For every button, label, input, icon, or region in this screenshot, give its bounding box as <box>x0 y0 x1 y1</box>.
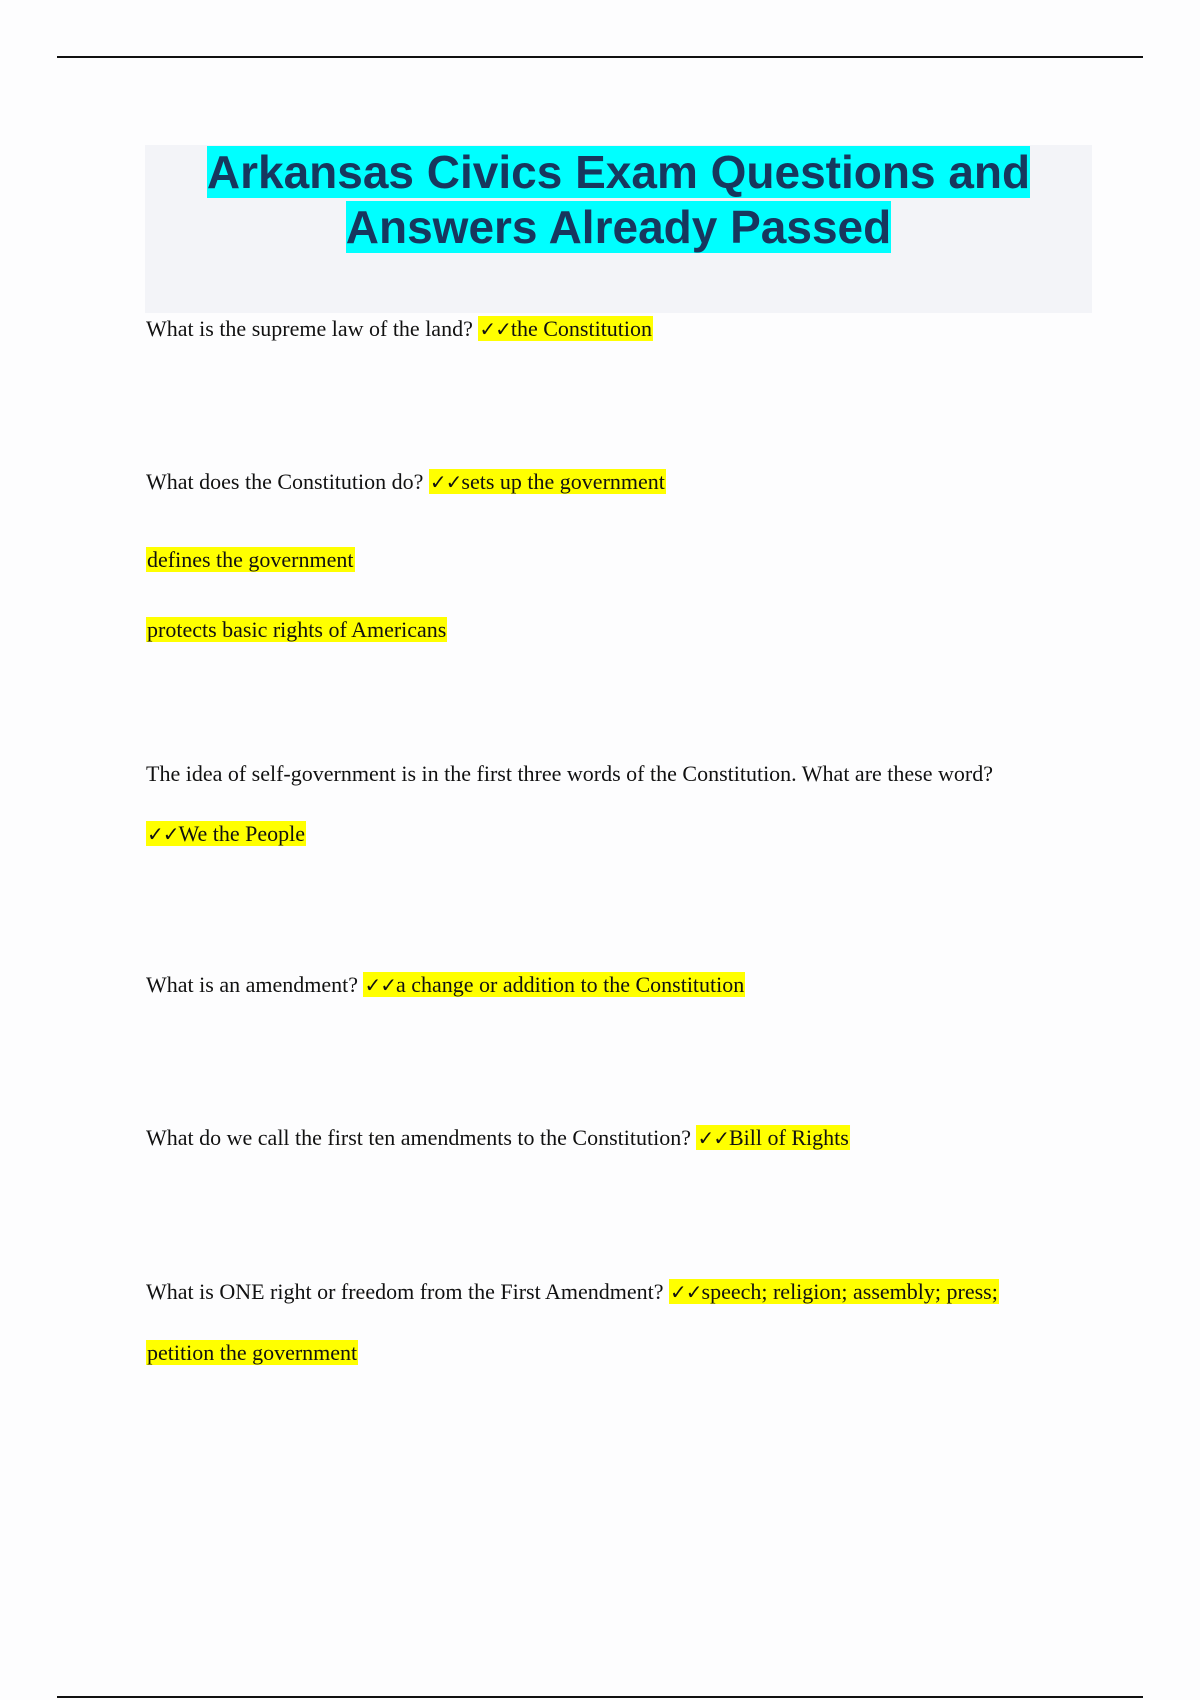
answer-2-extra-2: protects basic rights of Americans <box>147 617 447 642</box>
answer-6-extra-1: petition the government <box>147 1340 358 1365</box>
check-icon: ✓✓ <box>429 470 462 494</box>
check-icon: ✓✓ <box>479 317 511 341</box>
title-line-2: Answers Already Passed <box>345 201 892 253</box>
answer-4: ✓✓a change or addition to the Constitution <box>364 972 745 997</box>
question-3: The idea of self-government is in the first three words of the Constitution. What are these word? <box>146 761 993 786</box>
answer-6: ✓✓speech; religion; assembly; press; <box>670 1279 998 1304</box>
question-2: What does the Constitution do? ✓✓sets up the government <box>146 469 665 494</box>
question-6: What is ONE right or freedom from the First Amendment? ✓✓speech; religion; assembly; press; <box>146 1279 998 1304</box>
title-block <box>145 145 1092 313</box>
title-line-1: Arkansas Civics Exam Questions and <box>206 146 1031 198</box>
check-icon: ✓✓ <box>670 1280 702 1304</box>
answer-2-extra-1: defines the government <box>147 547 354 572</box>
answer-1: ✓✓the Constitution <box>479 316 653 341</box>
question-5: What do we call the first ten amendments to the Constitution? ✓✓Bill of Rights <box>146 1125 849 1150</box>
answer-5: ✓✓Bill of Rights <box>697 1125 849 1150</box>
answer-3: ✓✓We the People <box>147 821 306 846</box>
bottom-rule <box>57 1696 1143 1698</box>
check-icon: ✓✓ <box>147 822 179 846</box>
check-icon: ✓✓ <box>364 973 396 997</box>
document-title <box>145 145 1092 255</box>
answer-2: ✓✓sets up the government <box>429 469 665 494</box>
question-1: What is the supreme law of the land? ✓✓the Constitution <box>146 316 653 341</box>
check-icon: ✓✓ <box>697 1126 729 1150</box>
question-4: What is an amendment? ✓✓a change or addition to the Constitution <box>146 972 745 997</box>
top-rule <box>57 56 1143 58</box>
